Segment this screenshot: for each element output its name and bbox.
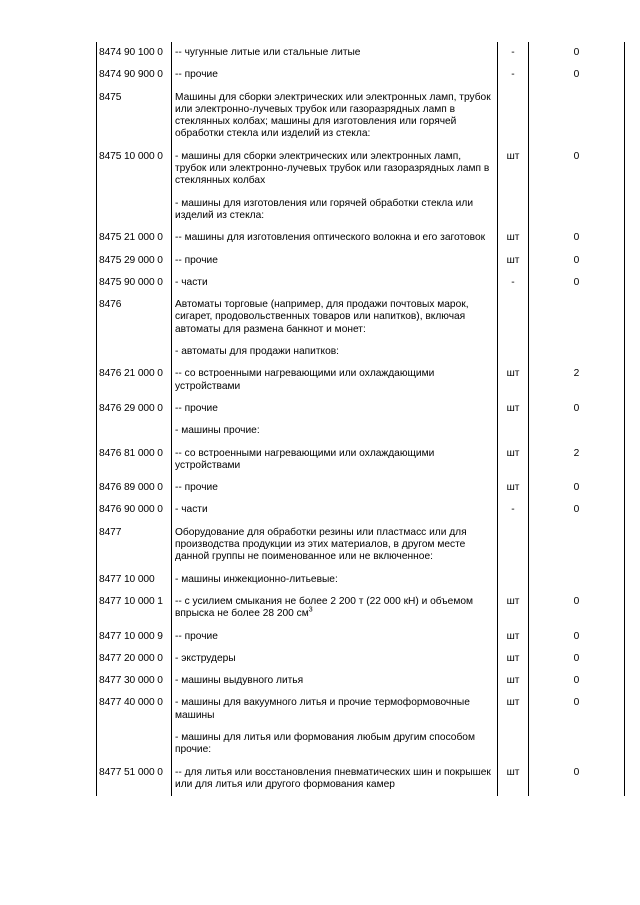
measure-unit: шт (498, 762, 529, 797)
goods-description-text: - машины для литья или формования любым другим способом прочие: (175, 731, 475, 756)
duty-rate: 0 (529, 64, 625, 86)
measure-unit: шт (498, 363, 529, 398)
tariff-code: 8475 (97, 87, 172, 146)
goods-description-text: -- прочие (175, 630, 218, 642)
goods-description (172, 146, 498, 193)
goods-description (172, 398, 498, 420)
table-row (97, 727, 625, 762)
tariff-table-body (97, 42, 625, 796)
table-row (97, 42, 625, 64)
duty-rate: 0 (529, 227, 625, 249)
goods-description-text: -- чугунные литые или стальные литые (175, 47, 361, 58)
goods-description (172, 591, 498, 626)
table-row (97, 227, 625, 249)
measure-unit (498, 420, 529, 442)
measure-unit: шт (498, 477, 529, 499)
duty-rate (529, 193, 625, 228)
goods-description-text: -- прочие (175, 254, 218, 266)
table-row (97, 569, 625, 591)
measure-unit (498, 727, 529, 762)
goods-description-text: - машины для изготовления или горячей обработки стекла или изделий из стекла: (175, 197, 474, 221)
measure-unit: - (498, 272, 529, 294)
duty-rate (529, 87, 625, 146)
tariff-code: 8475 29 000 0 (97, 250, 172, 272)
goods-description-text: -- прочие (175, 482, 218, 494)
measure-unit (498, 522, 529, 569)
table-row (97, 648, 625, 670)
tariff-code: 8477 20 000 0 (97, 648, 172, 670)
tariff-code (97, 193, 172, 228)
goods-description-text: - машины прочие: (175, 425, 260, 437)
table-row (97, 294, 625, 341)
duty-rate: 0 (529, 648, 625, 670)
goods-description-text: -- со встроенными нагревающими или охлаждающими устройствами (175, 368, 435, 392)
goods-description (172, 363, 498, 398)
table-row (97, 341, 625, 363)
goods-description (172, 477, 498, 499)
goods-description (172, 727, 498, 762)
table-row (97, 443, 625, 478)
goods-description (172, 443, 498, 478)
goods-description (172, 420, 498, 442)
goods-description (172, 272, 498, 294)
tariff-code (97, 420, 172, 442)
measure-unit: шт (498, 648, 529, 670)
goods-description (172, 762, 498, 797)
tariff-code (97, 341, 172, 363)
measure-unit: шт (498, 443, 529, 478)
goods-description (172, 648, 498, 670)
tariff-code: 8476 81 000 0 (97, 443, 172, 478)
goods-description-text: -- прочие (175, 402, 218, 414)
measure-unit (498, 294, 529, 341)
duty-rate (529, 569, 625, 591)
duty-rate: 0 (529, 762, 625, 797)
goods-description (172, 294, 498, 341)
goods-description-text: -- с усилием смыкания не более 2 200 т (22 000 кН) и объемом впрыска не более 28 200 см (175, 595, 474, 620)
goods-description (172, 522, 498, 569)
goods-description-text: -- машины для изготовления оптического волокна и его заготовок (175, 232, 486, 244)
duty-rate: 0 (529, 670, 625, 692)
tariff-code: 8477 (97, 522, 172, 569)
duty-rate: 0 (529, 250, 625, 272)
measure-unit: шт (498, 250, 529, 272)
goods-description-text: - машины инжекционно-литьевые: (175, 573, 338, 585)
duty-rate: 0 (529, 499, 625, 521)
goods-description-text: -- со встроенными нагревающими или охлаждающими устройствами (175, 447, 435, 471)
tariff-code: 8477 30 000 0 (97, 670, 172, 692)
duty-rate: 0 (529, 272, 625, 294)
tariff-code: 8477 10 000 1 (97, 591, 172, 626)
tariff-code: 8475 90 000 0 (97, 272, 172, 294)
duty-rate: 0 (529, 477, 625, 499)
table-row (97, 272, 625, 294)
duty-rate (529, 341, 625, 363)
goods-description-text: Автоматы торговые (например, для продажи почтовых марок, сигарет, продовольственных товаров или напитков), включая автоматы для размена банкнот и монет: (175, 299, 469, 335)
goods-description (172, 692, 498, 727)
goods-description (172, 569, 498, 591)
measure-unit (498, 569, 529, 591)
goods-description (172, 64, 498, 86)
duty-rate: 0 (529, 591, 625, 626)
duty-rate: 0 (529, 42, 625, 64)
measure-unit: - (498, 499, 529, 521)
duty-rate: 0 (529, 626, 625, 648)
duty-rate: 0 (529, 398, 625, 420)
unit-superscript: 3 (308, 606, 313, 614)
goods-description (172, 42, 498, 64)
duty-rate: 2 (529, 363, 625, 398)
goods-description-text: -- для литья или восстановления пневматических шин и покрышек или для литья или другого формования камер (175, 766, 491, 790)
goods-description (172, 250, 498, 272)
goods-description-text: - машины для сборки электрических или электронных ламп, трубок или электронно-лучевых трубок или газоразрядных ламп в стеклянных колбах (175, 150, 490, 187)
tariff-table (96, 42, 625, 796)
measure-unit: - (498, 64, 529, 86)
measure-unit: шт (498, 626, 529, 648)
tariff-code: 8477 40 000 0 (97, 692, 172, 727)
table-row (97, 499, 625, 521)
goods-description-text: - автоматы для продажи напитков: (175, 346, 340, 358)
measure-unit (498, 87, 529, 146)
goods-description (172, 87, 498, 146)
tariff-code: 8476 29 000 0 (97, 398, 172, 420)
duty-rate (529, 420, 625, 442)
goods-description (172, 341, 498, 363)
duty-rate: 0 (529, 692, 625, 727)
tariff-code: 8477 10 000 (97, 569, 172, 591)
table-row (97, 522, 625, 569)
goods-description-text: - экструдеры (175, 652, 236, 664)
tariff-code: 8476 21 000 0 (97, 363, 172, 398)
goods-description-text: - части (175, 276, 208, 288)
tariff-code: 8477 51 000 0 (97, 762, 172, 797)
goods-description (172, 227, 498, 249)
tariff-code (97, 727, 172, 762)
tariff-code: 8475 10 000 0 (97, 146, 172, 193)
duty-rate (529, 727, 625, 762)
measure-unit: шт (498, 692, 529, 727)
duty-rate: 0 (529, 146, 625, 193)
goods-description-text: -- прочие (175, 69, 218, 81)
table-row (97, 146, 625, 193)
table-row (97, 398, 625, 420)
goods-description (172, 670, 498, 692)
goods-description (172, 193, 498, 228)
tariff-code: 8476 89 000 0 (97, 477, 172, 499)
table-row (97, 64, 625, 86)
measure-unit: шт (498, 227, 529, 249)
goods-description-text: Машины для сборки электрических или электронных ламп, трубок или электронно-лучевых трубок или газоразрядных ламп в стеклянных колбах; машины для изготовления или горячей обработки стекла или изделий из стекла: (175, 91, 491, 140)
goods-description-text: - части (175, 504, 208, 516)
measure-unit: шт (498, 670, 529, 692)
measure-unit (498, 341, 529, 363)
table-row (97, 626, 625, 648)
goods-description-text: - машины выдувного литья (175, 675, 304, 687)
goods-description (172, 499, 498, 521)
duty-rate (529, 522, 625, 569)
measure-unit (498, 193, 529, 228)
table-row (97, 193, 625, 228)
table-row (97, 363, 625, 398)
tariff-code: 8474 90 900 0 (97, 64, 172, 86)
table-row (97, 420, 625, 442)
table-row (97, 477, 625, 499)
table-row (97, 591, 625, 626)
tariff-code: 8475 21 000 0 (97, 227, 172, 249)
measure-unit: шт (498, 591, 529, 626)
goods-description-text: Оборудование для обработки резины или пластмасс или для производства продукции из этих материалов, в другом месте данной группы не поименованное или не включенное: (175, 526, 467, 563)
table-row (97, 692, 625, 727)
table-row (97, 670, 625, 692)
tariff-code: 8476 90 000 0 (97, 499, 172, 521)
table-row (97, 762, 625, 797)
duty-rate: 2 (529, 443, 625, 478)
tariff-code: 8474 90 100 0 (97, 42, 172, 64)
goods-description-text: - машины для вакуумного литья и прочие термоформовочные машины (175, 697, 470, 721)
goods-description (172, 626, 498, 648)
duty-rate (529, 294, 625, 341)
measure-unit: шт (498, 146, 529, 193)
tariff-code: 8477 10 000 9 (97, 626, 172, 648)
table-row (97, 250, 625, 272)
measure-unit: шт (498, 398, 529, 420)
table-row (97, 87, 625, 146)
measure-unit: - (498, 42, 529, 64)
tariff-code: 8476 (97, 294, 172, 341)
